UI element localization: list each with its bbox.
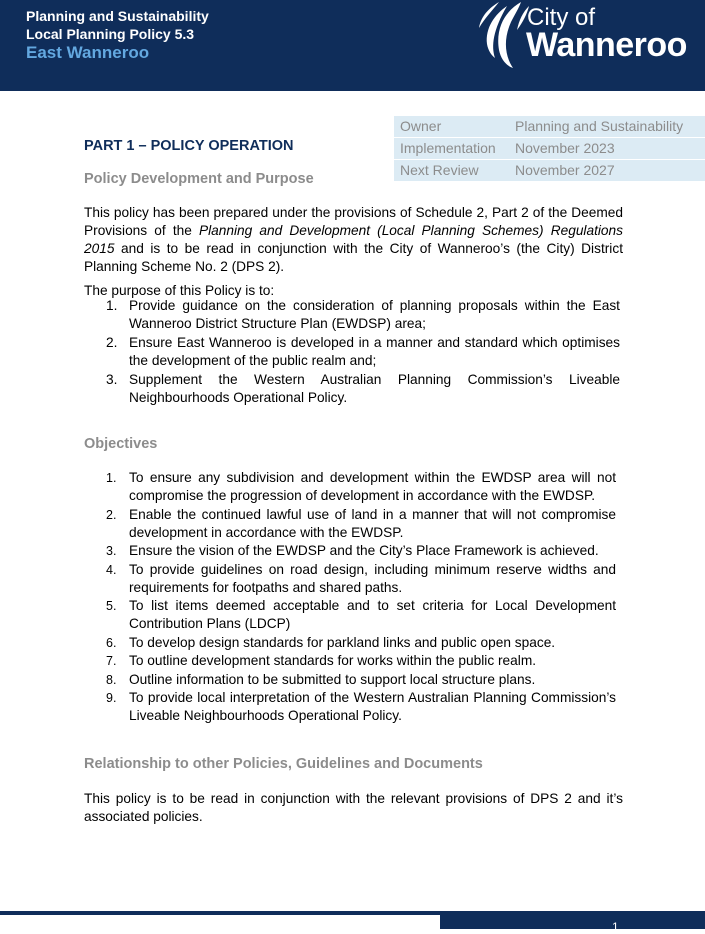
list-number: 4. xyxy=(106,562,117,577)
list-number: 3. xyxy=(106,544,117,558)
page-header xyxy=(0,0,705,91)
list-item-text: Enable the continued lawful use of land in a manner that will not compromise development in accordance with the EWDSP. xyxy=(129,506,616,540)
list-number: 5. xyxy=(106,599,117,613)
list-item xyxy=(84,297,620,333)
section-heading-relationship: Relationship to other Policies, Guidelines and Documents xyxy=(84,756,483,772)
list-number: 3. xyxy=(106,372,118,387)
logo-wanneroo-text: Wanneroo xyxy=(526,26,687,64)
table-row xyxy=(394,160,705,182)
list-number: 7. xyxy=(106,654,117,668)
list-item xyxy=(84,469,616,505)
list-item-text: Outline information to be submitted to support local structure plans. xyxy=(129,671,536,687)
owner-value: Planning and Sustainability xyxy=(509,116,705,138)
list-item-text: Provide guidance on the consideration of planning proposals within the East Wanneroo District Structure Plan (EWDSP) area; xyxy=(129,298,620,331)
list-number: 9. xyxy=(106,691,117,705)
list-number: 6. xyxy=(106,635,117,650)
list-item xyxy=(84,634,616,652)
intro-text-end: and is to be read in conjunction with the City of Wanneroo’s (the City) District Planning Scheme No. 2 (DPS 2). xyxy=(84,241,623,274)
list-number: 2. xyxy=(106,507,117,522)
page-number: 1 xyxy=(612,920,619,934)
implementation-value: November 2023 xyxy=(509,138,705,160)
purpose-lead: The purpose of this Policy is to: xyxy=(84,283,275,298)
list-item-text: To ensure any subdivision and development within the EWDSP area will not compromise the progression of development in accordance with the EWDSP. xyxy=(129,470,616,503)
objectives-list xyxy=(84,469,616,726)
list-item-text: To list items deemed acceptable and to set criteria for Local Development Contribution Plans (LDCP) xyxy=(129,598,616,631)
policy-info-table xyxy=(394,116,705,182)
list-item-text: To provide guidelines on road design, including minimum reserve widths and requirements for footpaths and shared paths. xyxy=(129,561,616,595)
part-title: PART 1 – POLICY OPERATION xyxy=(84,138,294,154)
table-row xyxy=(394,116,705,138)
relationship-paragraph: This policy is to be read in conjunction with the relevant provisions of DPS 2 and it’s associated policies. xyxy=(84,791,623,824)
list-item xyxy=(84,561,616,597)
list-item-text: To develop design standards for parkland links and public open space. xyxy=(129,634,556,650)
header-policy-number: Local Planning Policy 5.3 xyxy=(26,26,195,42)
intro-text-start: This policy has been prepared under the provisions of Schedule 2, Part 2 of the Deemed Provisions of the xyxy=(84,205,623,238)
table-row xyxy=(394,138,705,160)
next-review-label: Next Review xyxy=(394,160,509,182)
header-policy-name: East Wanneroo xyxy=(26,43,150,62)
list-item-text: Ensure the vision of the EWDSP and the City’s Place Framework is achieved. xyxy=(129,543,599,558)
purpose-list xyxy=(84,297,620,408)
footer-block xyxy=(440,915,705,929)
list-number: 1. xyxy=(106,471,117,485)
city-of-wanneroo-logo xyxy=(477,0,699,70)
next-review-value: November 2027 xyxy=(509,160,705,182)
list-item xyxy=(84,371,620,407)
list-item xyxy=(84,506,616,542)
header-department: Planning and Sustainability xyxy=(26,8,209,24)
list-number: 8. xyxy=(106,672,117,687)
list-item-text: Supplement the Western Australian Planning Commission’s Liveable Neighbourhoods Operational Policy. xyxy=(129,372,620,405)
owner-label: Owner xyxy=(394,116,509,138)
list-item xyxy=(84,652,616,670)
section-heading-development: Policy Development and Purpose xyxy=(84,171,314,187)
list-item xyxy=(84,334,620,370)
list-item-text: To provide local interpretation of the Western Australian Planning Commission’s Liveable Neighbourhoods Operational Policy. xyxy=(129,690,616,723)
list-item-text: To outline development standards for works within the public realm. xyxy=(129,653,537,668)
section-heading-objectives: Objectives xyxy=(84,436,158,452)
list-item-text: Ensure East Wanneroo is developed in a manner and standard which optimises the development of the public realm and; xyxy=(129,335,620,368)
implementation-label: Implementation xyxy=(394,138,509,160)
list-number: 1. xyxy=(106,298,118,313)
regulations-title: Planning and Development (Local Planning Schemes) Regulations 2015 xyxy=(84,223,623,256)
intro-paragraph xyxy=(84,204,623,276)
list-item xyxy=(84,689,616,725)
logo-city-of-text: City of xyxy=(527,4,596,31)
list-number: 2. xyxy=(106,335,118,350)
list-item xyxy=(84,597,616,633)
list-item xyxy=(84,542,616,560)
list-item xyxy=(84,671,616,689)
